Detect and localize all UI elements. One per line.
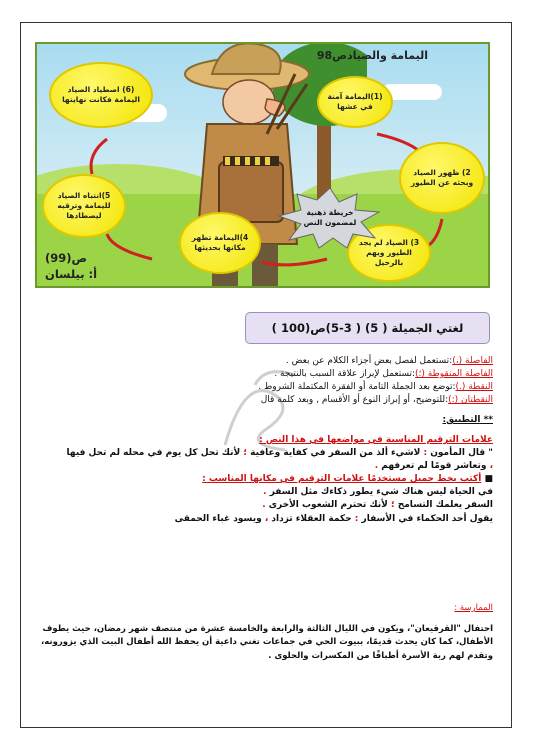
quote-line-2 xyxy=(38,460,493,473)
mind-map-bubble-3: 3) الصياد لم يجد الطيور ويهم بالرحيل xyxy=(347,224,431,282)
punctuation-mark: : xyxy=(423,448,428,459)
lesson-title-box xyxy=(245,312,490,344)
poster-title: اليمامة والصيادص98 xyxy=(316,49,428,62)
punctuation-mark: ؛ xyxy=(391,500,395,511)
mind-map-bubble-6: (6) اصطياد الصياد اليمامة فكانت نهايتها xyxy=(49,62,153,128)
quote-line-1 xyxy=(38,447,493,460)
punctuation-mark: ؛ xyxy=(243,448,247,459)
sentence-3 xyxy=(38,513,493,526)
bullet-icon: ■ xyxy=(484,474,493,485)
sentence-segment: يقول أحد الحكماء في الأسفار xyxy=(361,513,493,524)
mind-map-bubble-5: 5)انتباه الصياد لليمامة وترقبه ليصطادها xyxy=(42,174,126,238)
task-1-instruction: علامات الترقيم المناسبة في مواضعها في هذا النص : xyxy=(259,435,493,446)
practice-line-2: الأطفال، كما كان يحدث قديمًا، ببيوت الحي في جماعات تغني داعية أن يحفظ الله أطفال البيت الذي يزورونه، xyxy=(41,637,493,648)
quote-segment: لاشيء ألذ من السفر في كفاية وعافية xyxy=(250,448,421,459)
practice-line-1: احتفال "القرقيعان"، ويكون في الليال الثالثة والرابعة والخامسة عشرة من منتصف شهر رمضان، حيث يطوف xyxy=(42,624,493,635)
rule-term: الفاصلة (،) xyxy=(452,356,493,366)
mind-map-bubble-4: 4)اليمامة تظهر مكانها بحديثها xyxy=(179,212,261,274)
mind-map-bubble-2: 2) ظهور الصياد وبحثه عن الطيور xyxy=(399,142,485,214)
mind-map-bubble-1: (1)اليمامة آمنة في عشها xyxy=(317,76,393,128)
sentence-segment: ويسود غباء الحمقى xyxy=(174,513,262,524)
practice-section xyxy=(38,602,493,663)
punctuation-mark: ، xyxy=(489,461,493,472)
sentence-segment: لأنك تحترم الشعوب الأخرى xyxy=(268,500,388,511)
application-heading: ** التطبيق: xyxy=(442,415,493,426)
rule-term: النقطتان (:) xyxy=(448,395,493,406)
punctuation-mark: ، xyxy=(264,513,269,524)
punctuation-mark: . xyxy=(374,461,379,472)
mind-map-poster xyxy=(35,42,490,288)
rule-semicolon xyxy=(38,368,493,381)
rule-term: الفاصلة المنقوطة (؛) xyxy=(415,369,493,380)
punctuation-mark: . xyxy=(262,500,266,511)
mind-map-center xyxy=(275,186,385,250)
quote-segment: لأنك تحل كل يوم في محله لم تحل فيها xyxy=(66,448,241,459)
task-2-instruction xyxy=(38,473,493,486)
practice-line-3: وتقدم لهم ربة الأسرة أطباقًا من المكسرات والحلوى . xyxy=(268,650,493,661)
page-reference-line1: ص(99) xyxy=(45,251,88,265)
punctuation-mark: : xyxy=(354,513,359,524)
rule-text: :توضع بعد الجملة التامة أو الفقرة المكتملة الشروط . xyxy=(258,382,456,393)
sentence-1 xyxy=(38,486,493,499)
rule-term: النقطة (.) xyxy=(455,382,493,393)
sentence-segment: حكمة العقلاء تزداد xyxy=(271,513,352,524)
quote-segment: " قال المأمون xyxy=(430,448,493,459)
rule-text: :تستعمل لفصل بعض أجزاء الكلام عن بعض . xyxy=(285,356,453,366)
sentence-segment: في الحياة ليس هناك شيء يطور ذكاءك مثل السفر xyxy=(269,487,493,498)
sentence-2 xyxy=(38,499,493,512)
punctuation-mark: . xyxy=(263,487,267,498)
practice-heading: الممارسة : xyxy=(454,603,493,613)
page-reference-line2: أ: بيلسان xyxy=(45,266,98,281)
lesson-title: لغتي الجميلة ( 5) ( 3-5)ص(100 ) xyxy=(271,321,464,335)
sentence-segment: السفر يعلمك التسامح xyxy=(397,500,493,511)
mind-map-center-label: خريطة ذهنية لمضمون النص xyxy=(303,207,357,227)
rule-text: :للتوضيح، أو إبراز النوع أو الأقسام , وبعد كلمة قال xyxy=(260,395,449,406)
lesson-content xyxy=(38,355,493,526)
task-2-text: أكتب بخط جميل مستخدمًا علامات الترقيم في مكانها المناسب : xyxy=(202,474,482,485)
page-reference xyxy=(45,251,97,282)
rule-text: :تستعمل لإبراز علاقة السبب بالنتيجة . xyxy=(274,369,416,380)
rule-period xyxy=(38,381,493,394)
quote-segment: وتعاشر قومًا لم تعرفهم xyxy=(381,461,487,472)
rule-comma xyxy=(38,355,493,368)
rule-colon xyxy=(38,394,493,407)
